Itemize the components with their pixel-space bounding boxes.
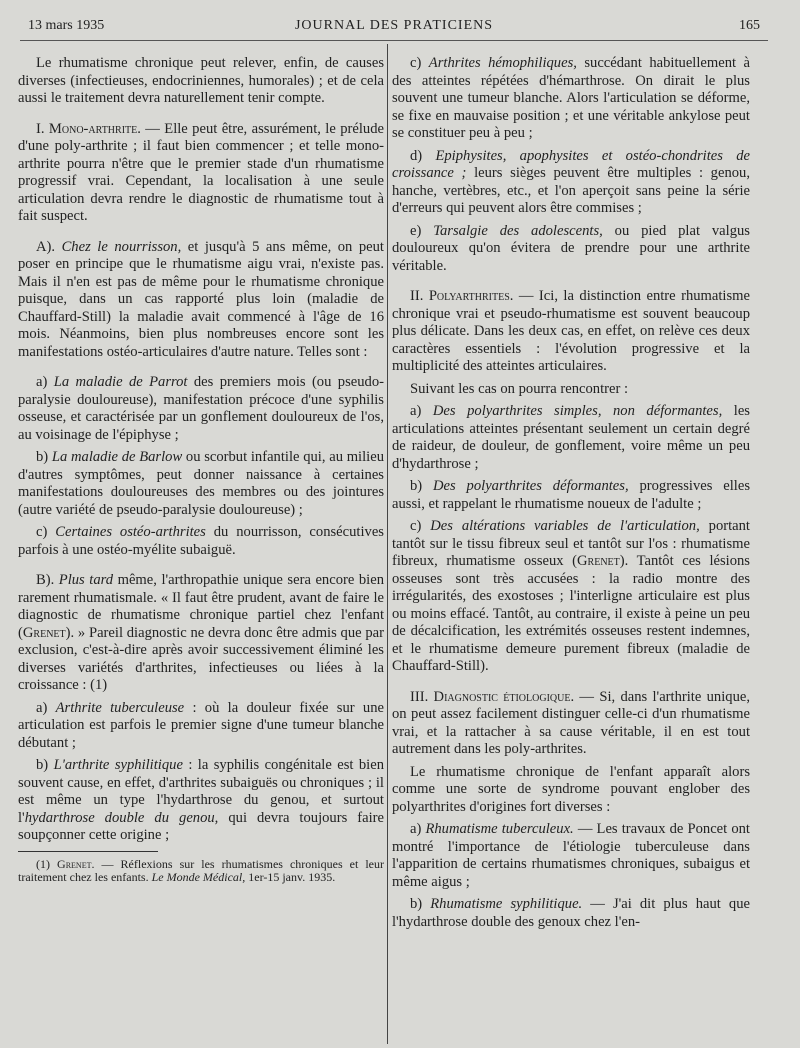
section-mono-arthrite: I. Mono-arthrite. — Elle peut être, assurément, le prélude d'une poly-arthrite ; il faut bien commencer ; et telle mono-arthrite pourra n'être que le premier stade d'un rhumatisme progressif vrai. Cependant, la localisation à une seule articulation devra rendre le diagnostic de rhumatisme tout à fait suspect. xyxy=(18,120,384,224)
item-polyarthrites-simples: a) Des polyarthrites simples, non déformantes, les articulations atteintes présentant seulement un certain degré de raideur, de douleur, de gonflement, voire même un peu d'hydarthrose ; xyxy=(392,403,750,472)
item-barlow: b) La maladie de Barlow ou scorbut infantile qui, au milieu d'autres symptômes, peut donner naissance à certaines manifestations douloureuses des membres ou des jointures (autre variété de pseudo-paralysie douloureuse) ; xyxy=(18,449,384,518)
issue-date: 13 mars 1935 xyxy=(28,18,105,33)
paragraph-causes: Le rhumatisme chronique peut relever, enfin, de causes diverses (infectieuses, endocriniennes, humorales) ; et de cela aussi le traitement devra naturellement tenir compte. xyxy=(18,55,384,106)
section-polyarthrites: II. Polyarthrites. — Ici, la distinction entre rhumatisme chronique vrai et pseudo-rhumatisme est souvent beaucoup plus délicate. Dans les deux cas, en effet, on relève ces deux caractères essentiels : l'évolution progressive et la multiplicité des atteintes articulaires. xyxy=(392,288,750,374)
paragraph-nourrisson: A). Chez le nourrisson, et jusqu'à 5 ans même, on peut poser en principe que le rhumatisme aigu vrai, n'existe pas. Mais il n'en est pas de même pour le rhumatisme chronique puisque, dans un cas rapporté plus loin (maladie de Chauffard-Still) la maladie avait commencé à l'âge de 16 mois. Néanmoins, bien plus nombreuses encore sont les manifestations ostéo-articulaires d'autre nature. Telles sont : xyxy=(18,238,384,360)
paragraph-plus-tard: B). Plus tard même, l'arthropathie unique sera encore bien rarement rhumatismale. « Il faut être prudent, avant de faire le diagnostic de rhumatisme chronique partiel chez l'enfant (Grenet). » Pareil diagnostic ne devra donc être admis que par exclusion, c'est-à-dire après avoir successivement éliminé les diverses variétés d'arthrites, infectieuses ou liées à la croissance : (1) xyxy=(18,572,385,693)
item-polyarthrites-deformantes: b) Des polyarthrites déformantes, progressives elles aussi, et rappelant le rhumatisme noueux de l'adulte ; xyxy=(392,478,750,512)
item-epiphysites: d) Epiphysites, apophysites et ostéo-chondrites de croissance ; leurs sièges peuvent être multiples : genou, hanche, vertèbres, etc., et l'on aperçoit sans peine la série d'erreurs qui peuvent alors être commises ; xyxy=(392,147,751,216)
item-hemophiliques: c) Arthrites hémophiliques, succédant habituellement à des atteintes répétées d'hémarthrose. On dirait le plus souvent une tumeur blanche. Alors l'articulation se déforme, se fixe en mauvaise position ; et une véritable ankylose peut se constituer peu à peu ; xyxy=(392,55,750,141)
running-header xyxy=(20,14,768,41)
paragraph-suivant: Suivant les cas on pourra rencontrer : xyxy=(410,380,629,397)
item-rhumatisme-syphilitique: b) Rhumatisme syphilitique. — J'ai dit plus haut que l'hydarthrose double des genoux chez l'en- xyxy=(392,896,750,930)
item-rhumatisme-tuberculeux: a) Rhumatisme tuberculeux. — Les travaux de Poncet ont montré l'importance de l'étiologie tuberculeuse dans l'apparition de certains rhumatismes chroniques, subaigus et même aigus ; xyxy=(392,821,750,890)
item-tarsalgie: e) Tarsalgie des adolescents, ou pied plat valgus douloureux qu'on évitera de prendre pour une arthrite véritable. xyxy=(392,222,750,274)
footnote-rule xyxy=(18,851,158,852)
item-alterations: c) Des altérations variables de l'articulation, portant tantôt sur le tissu fibreux seul et tantôt sur l'os : rhumatisme fibreux, rhumatisme osseux (Grenet). Tantôt ces lésions osseuses sont très accusées : la radio montre des irrégularités, des exostoses ; l'interligne articulaire est plus ou moins effacé. Tantôt, au contraire, il existe à peine un peu de décalcification, les extrémités osseuses restent indemnes, et le rhumatisme demeure purement fibreux (maladie de Chauffard-Still). xyxy=(392,518,750,674)
paragraph-syndrome: Le rhumatisme chronique de l'enfant apparaît alors comme une sorte de syndrome pouvant englober des polyarthrites d'origines fort diverses : xyxy=(392,763,750,815)
section-heading: I. Mono-arthrite. xyxy=(36,120,141,137)
section-heading: II. Polyarthrites. xyxy=(410,288,514,304)
item-parrot: a) La maladie de Parrot des premiers mois (ou pseudo-paralysie douloureuse), manifestation précoce d'une syphilis osseuse, et caractérisée par un gonflement douloureux de l'os, au voisinage de l'épiphyse ; xyxy=(18,374,384,443)
column-divider xyxy=(387,44,388,1044)
section-heading: III. Diagnostic étiologique. xyxy=(410,688,575,705)
item-arthrite-tuberculeuse: a) Arthrite tuberculeuse : où la douleur fixée sur une articulation est parfois le premier signe d'une tumeur blanche débutant ; xyxy=(18,699,384,751)
page-number: 165 xyxy=(739,18,760,33)
footnote: (1) Grenet. — Réflexions sur les rhumatismes chroniques et leur traitement chez les enfants. Le Monde Médical, 1er-15 janv. 1935. xyxy=(18,856,384,884)
section-diagnostic: III. Diagnostic étiologique. — Si, dans l'arthrite unique, on peut assez facilement distinguer celle-ci d'un rhumatisme vrai, et la rattacher à sa cause véritable, il en est tout autrement dans les poly-arthrites. xyxy=(392,688,750,757)
journal-title: JOURNAL DES PRATICIENS xyxy=(294,18,494,33)
item-osteo-arthrites: c) Certaines ostéo-arthrites du nourrisson, consécutives parfois à une ostéo-myélite subaiguë. xyxy=(18,524,384,558)
item-arthrite-syphilitique: b) L'arthrite syphilitique : la syphilis congénitale est bien souvent cause, en effet, d'arthrites subaiguës ou chroniques ; il est même un type l'hydarthrose du genou, et surtout l'hydarthrose double du genou, qui devra toujours faire soupçonner cette origine ; xyxy=(18,757,385,843)
right-column xyxy=(392,55,750,936)
left-column xyxy=(18,55,384,897)
